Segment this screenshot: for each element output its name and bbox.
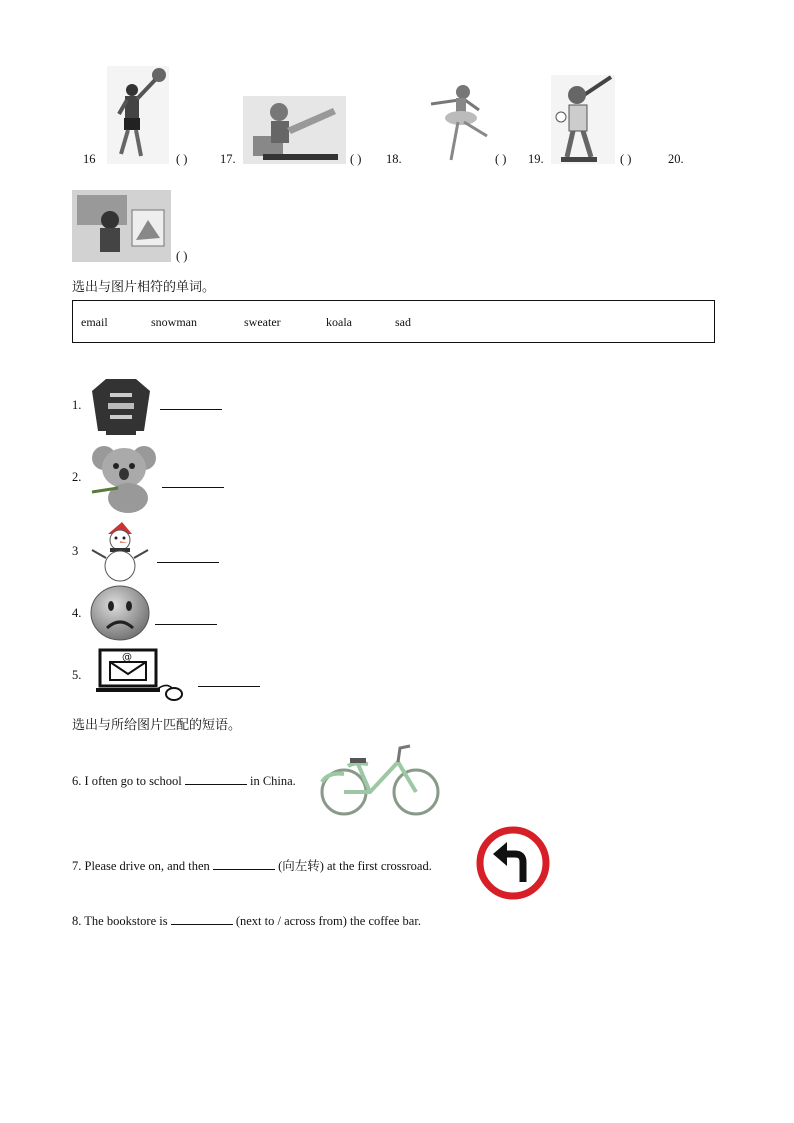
item2-number: 2.	[72, 470, 82, 484]
snowman-icon	[90, 520, 150, 584]
q18-label: 18.	[386, 152, 402, 166]
word-snowman: snowman	[151, 315, 197, 329]
item1-blank[interactable]	[160, 398, 222, 414]
q19-answer-paren[interactable]: ( )	[620, 152, 632, 166]
sentence-7-end: (向左转) at the first crossroad.	[278, 859, 432, 873]
svg-text:@: @	[122, 652, 132, 663]
word-koala: koala	[326, 315, 352, 329]
section1-instruction: 选出与图片相符的单词。	[72, 280, 216, 295]
q17-answer-paren[interactable]: ( )	[350, 152, 362, 166]
item5-blank[interactable]	[198, 675, 260, 691]
q20-answer-paren[interactable]: ( )	[176, 249, 188, 263]
item4-number: 4.	[72, 606, 82, 620]
q18-answer-paren[interactable]: ( )	[495, 152, 507, 166]
sentence-8-blank[interactable]	[171, 913, 233, 925]
artist-painting-icon	[72, 190, 171, 262]
item3-blank[interactable]	[157, 551, 219, 567]
sentence-8-end: (next to / across from) the coffee bar.	[235, 914, 421, 928]
item2-blank[interactable]	[162, 476, 224, 492]
sentence-6-start: 6. I often go to school	[72, 774, 182, 788]
word-sad: sad	[395, 315, 411, 329]
koala-icon	[90, 442, 158, 514]
word-email: email	[81, 315, 108, 329]
word-bank-box	[72, 300, 715, 343]
sentence-8	[72, 913, 421, 929]
sentence-7-start: 7. Please drive on, and then	[72, 859, 210, 873]
sentence-6-blank[interactable]	[185, 773, 247, 785]
q19-label: 19.	[528, 152, 544, 166]
sentence-8-start: 8. The bookstore is	[72, 914, 168, 928]
sweater-icon	[88, 375, 154, 437]
painter-icon	[243, 96, 346, 164]
q20-label: 20.	[668, 152, 684, 166]
word-sweater: sweater	[244, 315, 281, 329]
computer-email-icon	[96, 648, 186, 704]
sad-face-icon	[89, 584, 151, 642]
q16-answer-paren[interactable]: ( )	[176, 152, 188, 166]
item4-blank[interactable]	[155, 613, 217, 629]
turn-left-sign-icon	[475, 826, 551, 900]
item3-number: 3	[72, 544, 79, 558]
sentence-6	[72, 773, 296, 789]
section2-instruction: 选出与所给图片匹配的短语。	[72, 718, 242, 733]
sentence-6-end: in China.	[249, 774, 296, 788]
basketball-player-icon	[107, 66, 169, 164]
sentence-7-blank[interactable]	[213, 858, 275, 870]
bicycle-icon	[318, 742, 442, 818]
q16-label: 16	[83, 152, 96, 166]
sentence-7	[72, 856, 432, 874]
q17-label: 17.	[220, 152, 236, 166]
item5-number: 5.	[72, 668, 82, 682]
baseball-player-icon	[551, 75, 615, 164]
item1-number: 1.	[72, 398, 82, 412]
ballet-dancer-icon	[425, 80, 491, 164]
